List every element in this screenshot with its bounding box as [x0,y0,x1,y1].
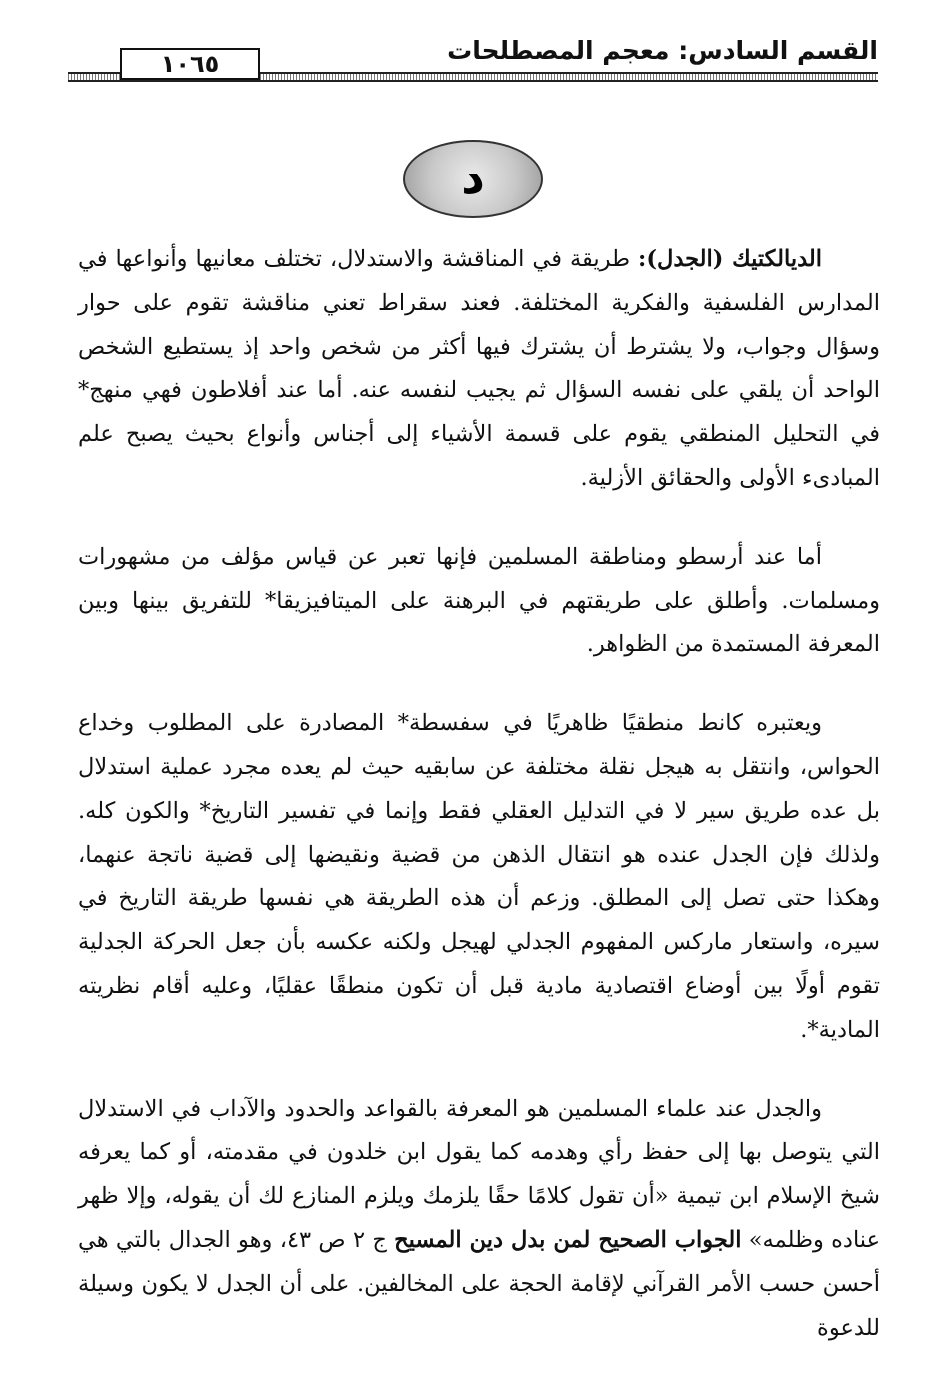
paragraph-4 [78,1088,880,1351]
page-header [68,20,878,82]
badge-letter: د [461,150,485,204]
entry-term: الديالكتيك (الجدل): [638,246,822,272]
letter-badge [403,140,543,218]
paragraph-1 [78,238,880,501]
section-title: القسم السادس: معجم المصطلحات [447,36,878,65]
citation-title: الجواب الصحيح لمن بدل دين المسيح [394,1226,742,1253]
paragraph-1-text: طريقة في المناقشة والاستدلال، تختلف معانيها وأنواعها في المدارس الفلسفية والفكرية المختلفة. فعند سقراط تعني مناقشة تقوم على حوار وسؤال وجواب، ولا يشترط أن يشترك فيها أكثر من شخص واحد إذ يستطيع الشخص الواحد أن يلقي على نفسه السؤال ثم يجيب لنفسه عنه. أما عند أفلاطون فهي منهج* في التحليل المنطقي يقوم على قسمة الأشياء إلى أجناس وأنواع بحيث يصبح علم المبادىء الأولى والحقائق الأزلية. [78,246,880,491]
citation-rest: ج ٢ ص ٤٣، وهو الجدال بالتي هي أحسن حسب الأمر القرآني لإقامة الحجة على المخالفين. على أن الجدل لا يكون وسيلة للدعوة [78,1226,880,1341]
entry-body [78,238,880,1385]
page-number: ١٠٦٥ [120,48,260,80]
paragraph-3: ويعتبره كانط منطقيًا ظاهريًا في سفسطة* المصادرة على المطلوب وخداع الحواس، وانتقل به هيجل نقلة مختلفة عن سابقيه حيث لم يعده مجرد عملية استدلال بل عده طريق سير لا في التدليل العقلي فقط وإنما في تفسير التاريخ* والكون كله. ولذلك فإن الجدل عنده هو انتقال الذهن من قضية ونقيضها إلى قضية ناتجة عنهما، وهكذا حتى تصل إلى المطلق. وزعم أن هذه الطريقة هي نفسها طريقة التاريخ في سيره، واستعار ماركس المفهوم الجدلي لهيجل ولكنه عكسه بأن جعل الحركة الجدلية تقوم أولًا بين أوضاع اقتصادية مادية قبل أن تكون منطقًا عقليًا، وعليه أقام نظريته المادية*. [78,710,880,1043]
paragraph-4-text: والجدل عند علماء المسلمين هو المعرفة بالقواعد والحدود والآداب في الاستدلال التي يتوصل بها إلى حفظ رأي وهدمه كما يقول ابن خلدون في مقدمته، أو كما يعرفه شيخ الإسلام ابن تيمية «أن تقول كلامًا حقًا يلزمك ويلزم المنازع لك أن يقوله، وإلا ظهر عناده وظلمه» [78,1095,881,1253]
paragraph-2: أما عند أرسطو ومناطقة المسلمين فإنها تعبر عن قياس مؤلف من مشهورات ومسلمات. وأطلق على طريقتهم في البرهنة على الميتافيزيقا* للتفريق بينها وبين المعرفة المستمدة من الظواهر. [78,543,880,658]
